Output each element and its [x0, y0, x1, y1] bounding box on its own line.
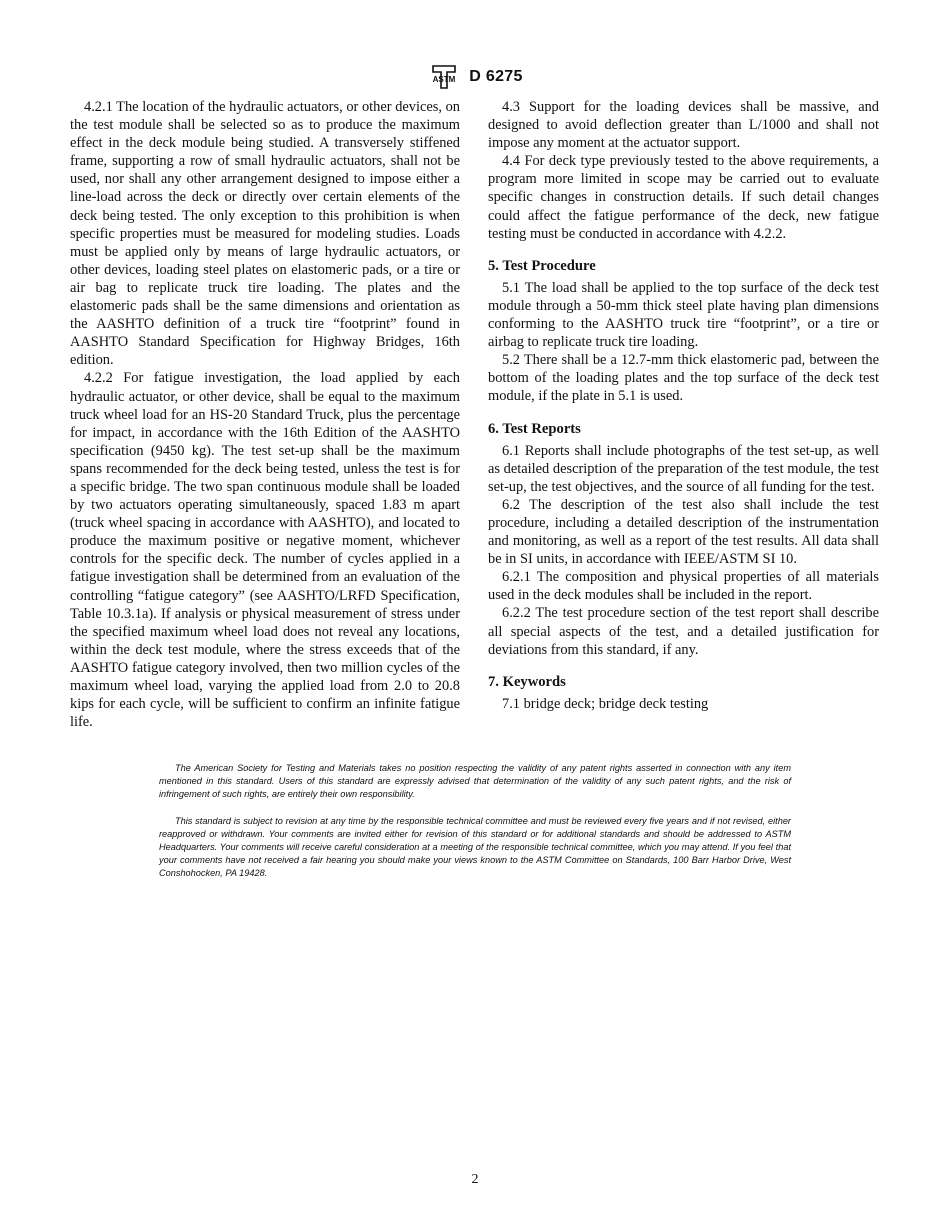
standard-designation: D 6275	[469, 68, 523, 85]
svg-text:ASTM: ASTM	[432, 75, 456, 84]
paragraph-6-2-2: 6.2.2 The test procedure section of the test report shall describe all special aspects of the test, and a detailed justification for deviations from this standard, if any.	[488, 605, 879, 658]
paragraph-4-3: 4.3 Support for the loading devices shall be massive, and designed to avoid deflection greater than L/1000 and shall not impose any moment at the actuator support.	[488, 99, 879, 152]
heading-test-reports: 6. Test Reports	[488, 420, 581, 437]
paragraph-6-2: 6.2 The description of the test also shall include the test procedure, including a detailed description of the instrumentation and monitoring, as well as a report of the test results. All data shall be in SI units, in accordance with IEEE/ASTM SI 10.	[488, 496, 879, 568]
patent-notice: The American Society for Testing and Materials takes no position respecting the validity of any patent rights asserted in connection with any item mentioned in this standard. Users of this standard are expressly advised that determination of the validity of any such patent rights, and the risk of infringement of such rights, are entirely their own responsibility.	[159, 763, 791, 800]
heading-test-procedure: 5. Test Procedure	[488, 257, 596, 274]
page-number: 2	[471, 1172, 479, 1187]
left-column	[70, 98, 460, 731]
paragraph-6-1: 6.1 Reports shall include photographs of the test set-up, as well as detailed description of the preparation of the test module, the test set-up, the test objectives, and the source of all funding for the test.	[488, 442, 879, 495]
legal-footer	[159, 762, 791, 881]
paragraph-4-4: 4.4 For deck type previously tested to the above requirements, a program more limited in scope may be carried out to evaluate specific changes in construction details. If such detail changes could affect the fatigue performance of the deck, new fatigue testing must be conducted in accordance with 4.2.2.	[488, 153, 879, 242]
header-inner	[427, 62, 522, 92]
right-column	[488, 98, 879, 713]
heading-keywords: 7. Keywords	[488, 673, 566, 690]
paragraph-6-2-1: 6.2.1 The composition and physical properties of all materials used in the deck modules shall be included in the report.	[488, 569, 879, 604]
page-header	[0, 62, 950, 97]
paragraph-4-2-1: 4.2.1 The location of the hydraulic actuators, or other devices, on the test module shall be selected so as to produce the maximum effect in the deck module being studied. A transversely stiffened frame, supporting a row of small hydraulic actuators, shall not be used, nor shall any other arrangement designed to impose either a line-load across the deck or directly over certain elements of the deck being tested. The only exception to this prohibition is when specific properties must be measured for modeling studies. Loads must be applied only by means of large hydraulic actuators, or other devices, loading steel plates on elastomeric pads, or a tire or air bag to replicate truck tire loading. The plates and the elastomeric pads shall be the same dimensions and orientation as the AASHTO definition of a truck tire “footprint” found in AASHTO Standard Specification for Highway Bridges, 16th edition.	[70, 99, 460, 369]
paragraph-7-1: 7.1 bridge deck; bridge deck testing	[502, 695, 709, 712]
paragraph-4-2-2: 4.2.2 For fatigue investigation, the load applied by each hydraulic actuator, or other device, shall be equal to the maximum truck wheel load for an HS-20 Standard Truck, plus the percentage for impact, in accordance with the 16th Edition of the AASHTO specification (9450 kg). The test set-up shall be the maximum spans recommended for the deck being tested, unless the test is for a specific bridge. The two span continuous module shall be loaded by two actuators operating simultaneously, spaced 1.83 m apart (truck wheel spacing in accordance with AASHTO), and located to produce the maximum positive or negative moment, whichever controls for the specific deck. The number of cycles applied in a fatigue investigation shall be determined from an evaluation of the controlling “fatigue category” (see AASHTO/LRFD Specification, Table 10.3.1a). If analysis or physical measurement of stress under the specified maximum wheel load does not reveal any locations, within the deck test module, where the stress exceeds that of the AASHTO fatigue category involved, then two million cycles of the maximum wheel load, varying the applied load from 2.0 to 20.8 kips for each cycle, will be sufficient to confirm an infinite fatigue life.	[70, 370, 460, 731]
paragraph-5-2: 5.2 There shall be a 12.7-mm thick elastomeric pad, between the bottom of the loading plates and the top surface of the deck test module, if the plate in 5.1 is used.	[488, 352, 879, 405]
astm-logo-icon	[427, 62, 461, 92]
revision-notice: This standard is subject to revision at any time by the responsible technical committee and must be reviewed every five years and if not revised, either reapproved or withdrawn. Your comments are invited either for revision of this standard or for additional standards and should be addressed to ASTM Headquarters. Your comments will receive careful consideration at a meeting of the responsible technical committee, which you may attend. If you feel that your comments have not received a fair hearing you should make your views known to the ASTM Committee on Standards, 100 Barr Harbor Drive, West Conshohocken, PA 19428.	[159, 815, 791, 879]
paragraph-5-1: 5.1 The load shall be applied to the top surface of the deck test module through a 50-mm thick steel plate having plan dimensions conforming to the AASHTO truck tire “footprint”, or a tire or airbag to replicate truck tire loading.	[488, 279, 879, 351]
